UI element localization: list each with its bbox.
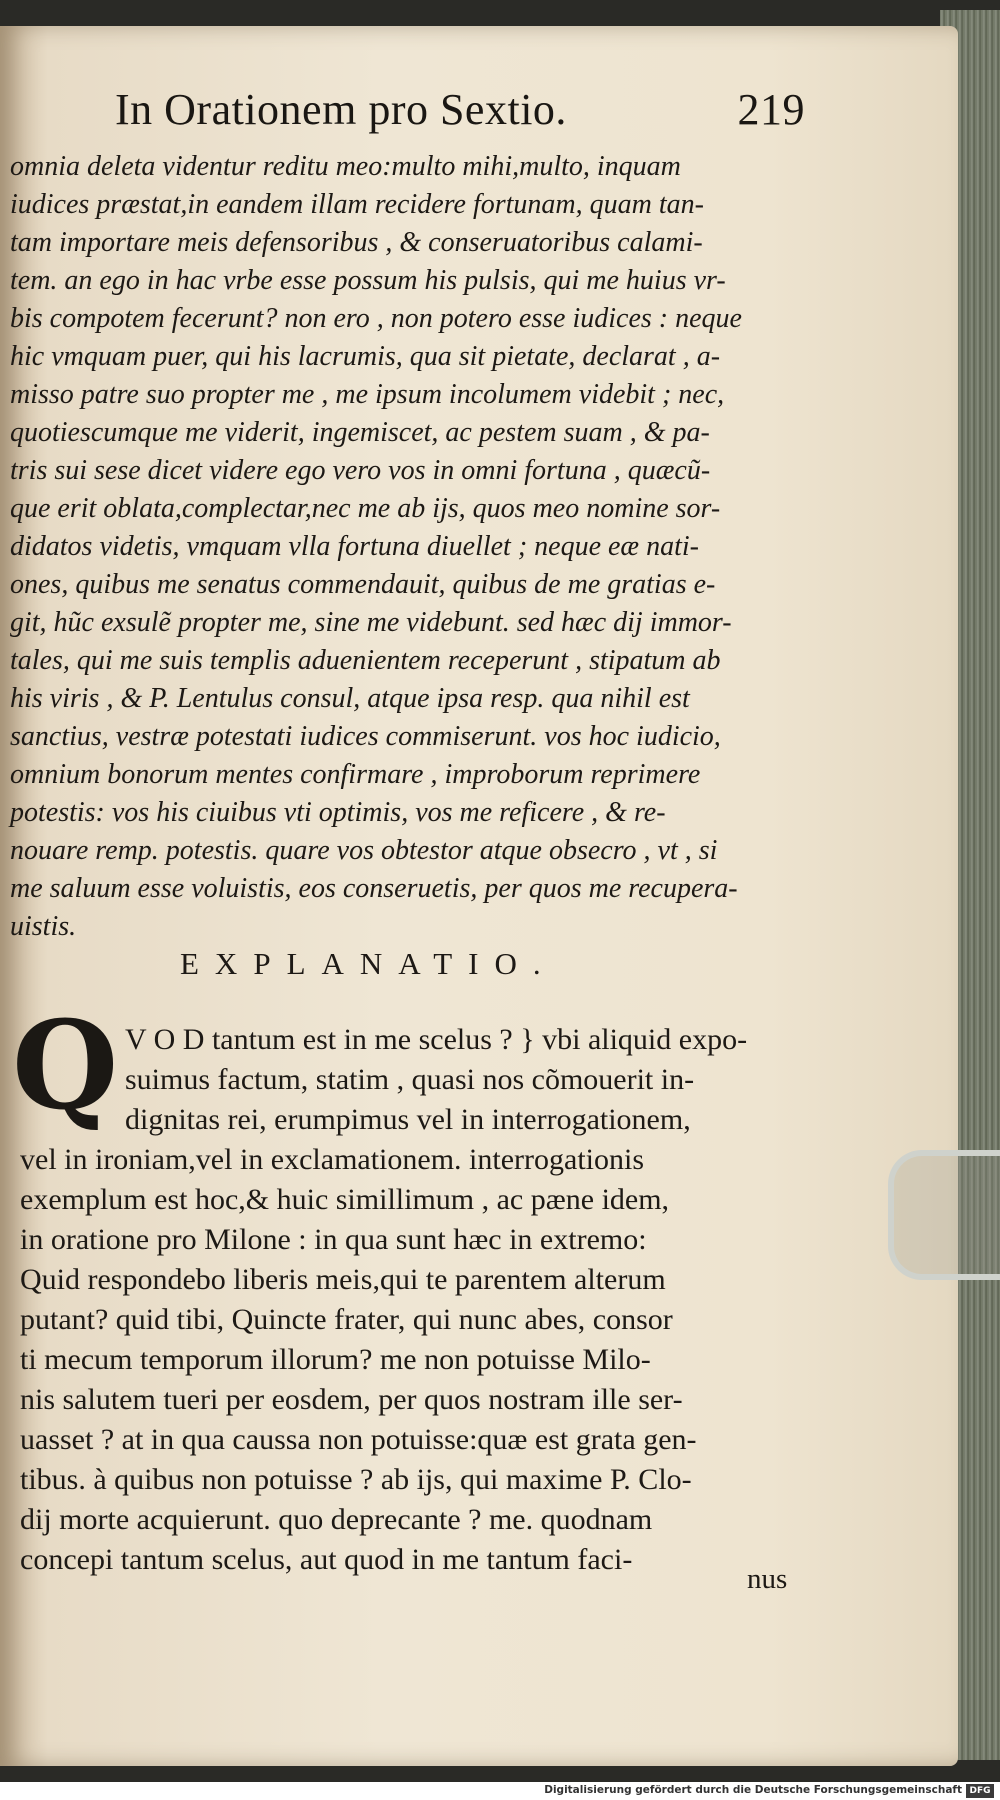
dfg-logo-icon: DFG — [966, 1784, 994, 1798]
quotation-line: ones, quibus me senatus commendauit, quibus de me gratias e- — [10, 569, 716, 600]
quotation-line: me saluum esse voluistis, eos conseruetis, per quos me recupera- — [10, 873, 738, 904]
quotation-line: uistis. — [10, 911, 77, 942]
quotation-line: hic vmquam puer, qui his lacrumis, qua sit pietate, declarat , a- — [10, 341, 721, 372]
quotation-line: quotiescumque me viderit, ingemiscet, ac pestem suam , & pa- — [10, 417, 710, 448]
running-header — [115, 84, 805, 144]
quotation-line: git, hũc exsulẽ propter me, sine me videbunt. sed hæc dij immor- — [10, 607, 732, 638]
quotation-line: tam importare meis defensoribus , & conseruatoribus calami- — [10, 227, 703, 258]
commentary-line: vel in ironiam,vel in exclamationem. interrogationis — [20, 1143, 644, 1176]
quotation-line: misso patre suo propter me , me ipsum incolumem videbit ; nec, — [10, 379, 725, 410]
quotation-line: tales, qui me suis templis aduenientem receperunt , stipatum ab — [10, 645, 721, 676]
commentary-line: uasset ? at in qua caussa non potuisse:quæ est grata gen- — [20, 1423, 697, 1456]
page-holder-clip — [888, 1150, 1000, 1280]
quotation-line: tris sui sese dicet videre ego vero vos in omni fortuna , quæcũ- — [10, 455, 711, 486]
commentary-line: concepi tantum scelus, aut quod in me tantum faci- — [20, 1543, 633, 1576]
commentary-line: V O D tantum est in me scelus ? } vbi aliquid expo- — [125, 1023, 748, 1056]
drop-cap-initial: Q — [12, 993, 119, 1137]
running-title: In Orationem pro Sextio. — [115, 85, 567, 134]
quotation-line: omnium bonorum mentes confirmare , improborum reprimere — [10, 759, 701, 790]
commentary-line: Quid respondebo liberis meis,qui te parentem alterum — [20, 1263, 666, 1296]
commentary-line: in oratione pro Milone : in qua sunt hæc in extremo: — [20, 1223, 647, 1256]
catchword: nus — [747, 1563, 788, 1595]
quotation-line: his viris , & P. Lentulus consul, atque ipsa resp. qua nihil est — [10, 683, 690, 714]
commentary-line: putant? quid tibi, Quincte frater, qui nunc abes, consor — [20, 1303, 673, 1336]
commentary-line: suimus factum, statim , quasi nos cõmouerit in- — [125, 1063, 695, 1096]
commentary-line: dij morte acquierunt. quo deprecante ? me. quodnam — [20, 1503, 653, 1536]
quotation-line: potestis: vos his ciuibus vti optimis, vos me reficere , & re- — [10, 797, 666, 828]
quotation-line: sanctius, vestræ potestati iudices commiserunt. vos hoc iudicio, — [10, 721, 721, 752]
section-heading: EXPLANATIO. — [180, 946, 557, 981]
quotation-line: bis compotem fecerunt? non ero , non potero esse iudices : neque — [10, 303, 742, 334]
quotation-line: iudices præstat,in eandem illam recidere fortunam, quam tan- — [10, 189, 704, 220]
page-number: 219 — [737, 85, 805, 134]
commentary-line: nis salutem tueri per eosdem, per quos nostram ille ser- — [20, 1383, 683, 1416]
quotation-line: nouare remp. potestis. quare vos obtestor atque obsecro , vt , si — [10, 835, 718, 866]
commentary-line: tibus. à quibus non potuisse ? ab ijs, qui maxime P. Clo- — [20, 1463, 692, 1496]
digitization-credit: Digitalisierung gefördert durch die Deutsche Forschungsgemeinschaft — [544, 1784, 962, 1796]
quotation-line: didatos videtis, vmquam vlla fortuna diuellet ; neque eæ nati- — [10, 531, 699, 562]
quotation-line: omnia deleta videntur reditu meo:multo mihi,multo, inquam — [10, 151, 681, 182]
quotation-line: que erit oblata,complectar,nec me ab ijs, quos meo nomine sor- — [10, 493, 721, 524]
quotation-line: tem. an ego in hac vrbe esse possum his pulsis, qui me huius vr- — [10, 265, 726, 296]
commentary-line: dignitas rei, erumpimus vel in interrogationem, — [125, 1103, 691, 1136]
commentary-line: exemplum est hoc,& huic simillimum , ac pæne idem, — [20, 1183, 670, 1216]
commentary-line: ti mecum temporum illorum? me non potuisse Milo- — [20, 1343, 651, 1376]
